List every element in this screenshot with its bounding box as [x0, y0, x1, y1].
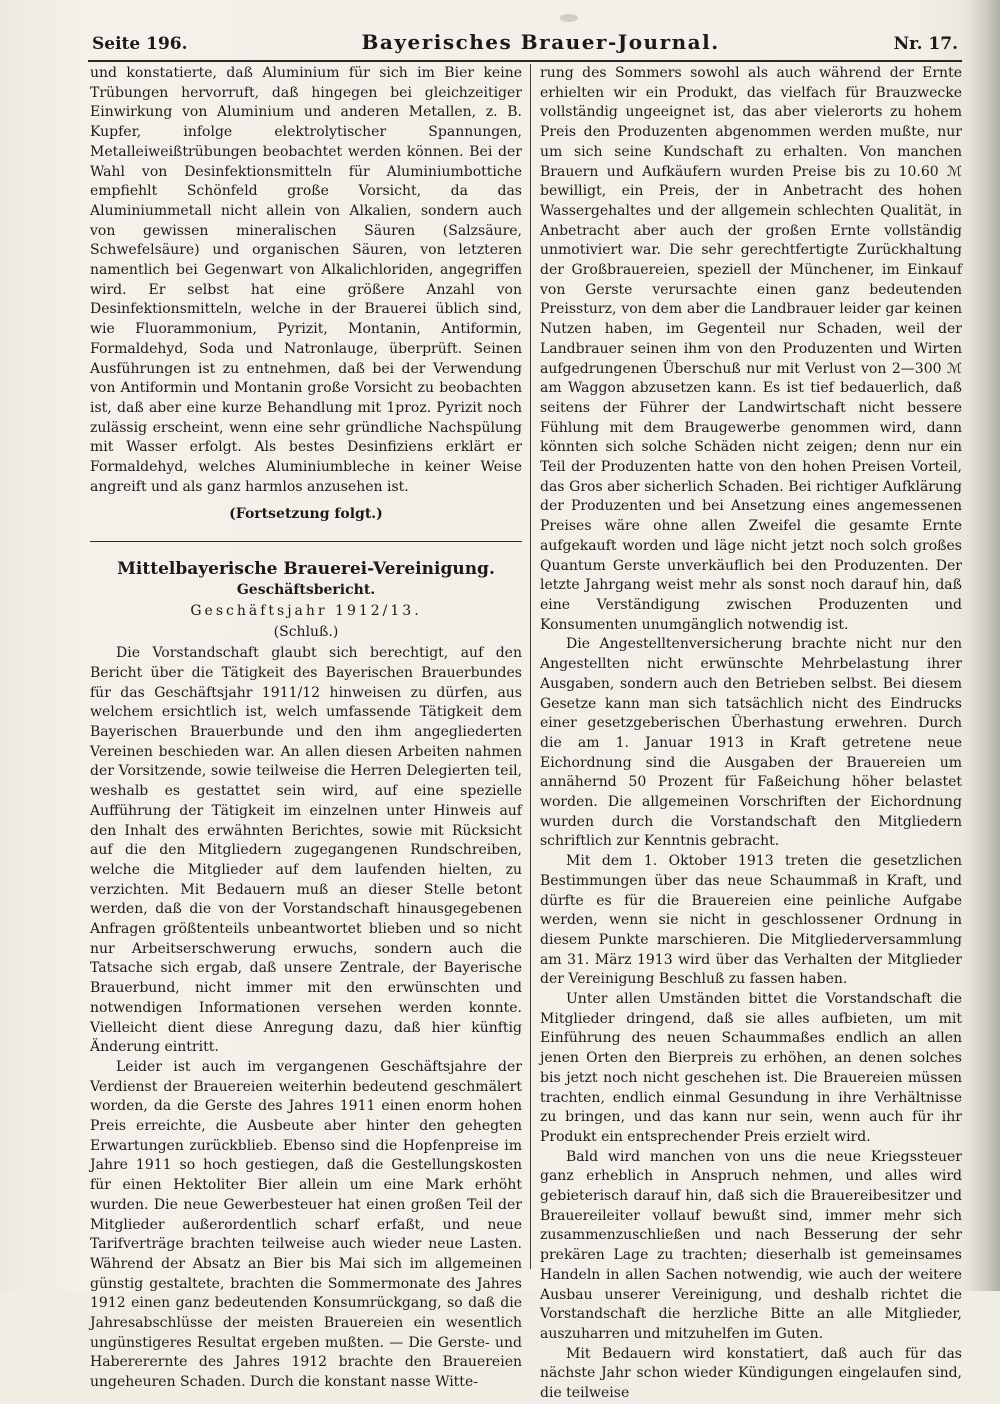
body-paragraph: Mit Bedauern wird konstatiert, daß auch für das nächste Jahr schon wieder Kündigungen eingelaufen sind, die teilweise: [540, 1345, 962, 1402]
body-paragraph: Die Vorstandschaft glaubt sich berechtigt, auf den Bericht über die Tätigkeit des Bayerischen Brauerbundes für das Geschäftsjahr 1911/12 hinweisen zu dürfen, aus welchem ersichtlich ist, welch umfassende Tätigkeit dem Bayerischen Brauerbunde und den ihm angegliederten Vereinen beschieden war. An allen diesen Arbeiten nahmen der Vorsitzende, sowie teilweise die Herren Delegierten teil, weshalb es gestattet sein wird, auf eine spezielle Aufführung der Tätigkeit im einzelnen unter Hinweis auf den Inhalt des erwähnten Berichtes, sowie mit Rücksicht auf die den Mitgliedern zugegangenen Rundschreiben, welche die Mitglieder auf dem laufenden hielten, zu verzichten. Mit Bedauern muß an dieser Stelle betont werden, daß die von der Vorstandschaft hinausgegebenen Anfragen größtenteils unbeantwortet blieben und so nicht nur Arbeitserschwerung erwuchs, sondern auch die Tatsache sich ergab, daß unsere Zentrale, der Bayerische Brauerbund, nicht immer mit den erwünschten und notwendigen Informationen versehen werden konnte. Vielleicht dient diese Anregung dazu, daß hier künftig Änderung eintritt.: [90, 645, 522, 1056]
body-paragraph: Bald wird manchen von uns die neue Kriegssteuer ganz erheblich in Anspruch nehmen, und alles wird gebieterisch darauf hin, daß sich die Brauereibesitzer und Brauereileiter vollauf bewußt sind, immer mehr sich zusammenzuschließen und nach Besserung der sehr prekären Lage zu trachten; dieserhalb ist gemeinsames Handeln in allen Sachen notwendig, wie auch der weitere Ausbau unserer Vereinigung, und deshalb richtet die Vorstandschaft die herzliche Bitte an alle Mitglieder, auszuharren und mitzuhelfen im Guten.: [540, 1148, 962, 1342]
section-separator: [90, 541, 522, 542]
page-header: [92, 30, 958, 60]
column-divider: [530, 64, 531, 1269]
page-number: Seite 196.: [92, 34, 188, 54]
header-rule: [88, 60, 962, 62]
body-paragraph: und konstatierte, daß Aluminium für sich im Bier keine Trübungen hervorruft, daß hingegen bei gleichzeitiger Einwirkung von Aluminium und anderen Metallen, z. B. Kupfer, infolge elektrolytischer Spannungen, Metalleiweißtrübungen beobachtet werden können. Bei der Wahl von Desinfektionsmitteln für Aluminiumbottiche empfiehlt Schönfeld große Vorsicht, da das Aluminiummetall nicht allein von Alkalien, sondern auch von gewissen mineralischen Säuren (Salzsäure, Schwefelsäure) und organischen Säuren, von letzteren namentlich bei Gegenwart von Alkalichloriden, angegriffen wird. Er selbst hat eine größere Anzahl von Desinfektionsmitteln, welche in der Brauerei üblich sind, wie Fluorammonium, Pyrizit, Montanin, Antiformin, Formaldehyd, Soda und Natronlauge, überprüft. Seinen Ausführungen ist zu entnehmen, daß bei der Verwendung von Antiformin und Montanin große Vorsicht zu beobachten ist, daß aber eine kurze Behandlung mit 1proz. Pyrizit noch zulässig erscheint, wenn eine sehr gründliche Nachspülung mit Wasser erfolgt. Als bestes Desinfiziens erklärt er Formaldehyd, welches Aluminiumbleche in keiner Weise angreift und als ganz harmlos anzusehen ist.: [90, 65, 522, 495]
body-paragraph: rung des Sommers sowohl als auch während der Ernte erhielten wir ein Produkt, das vielfach für Brauzwecke vollständig ungeeignet ist, das aber vielerorts zu hohem Preis den Produzenten abgenommen werden mußte, nur um sich seine Kundschaft zu erhalten. Von manchen Brauern und Aufkäufern wurden Preise bis zu 10.60 ℳ bewilligt, ein Preis, der in Anbetracht des hohen Wassergehaltes und der allgemein schlechten Qualität, in Anbetracht aber auch der großen Ernte vollständig unmotiviert war. Die sehr gerechtfertigte Zurückhaltung der Großbrauereien, speziell der Münchener, im Einkauf von Gerste verursachte einen ganz bedeutenden Preissturz, von dem aber die Landbrauer leider gar keinen Nutzen haben, im Gegenteil nur Schaden, weil der Landbrauer seinen ihm von den Produzenten und Wirten aufgedrungenen Überschuß nur mit Verlust von 2—300 ℳ am Waggon abzusetzen kann. Es ist tief bedauerlich, daß seitens der Führer der Landwirtschaft nicht bessere Fühlung mit dem Braugewerbe genommen wird, dann könnten sich solche Schäden nicht zeigen; denn nur ein Teil der Produzenten hatte von den hohen Preisen Vorteil, das Gros aber sicherlich Schaden. Bei richtiger Aufklärung der Produzenten und bei Ansetzung eines angemessenen Preises wäre ohne allen Zweifel die gesamte Ernte aufgekauft worden und läge nicht jetzt noch solch großes Quantum Gerste unverkäuflich bei den Produzenten. Der letzte Jahrgang weist mehr als sonst noch darauf hin, daß eine Verständigung zwischen Produzenten und Konsumenten unumgänglich notwendig ist.: [540, 65, 962, 633]
paper-stain: [560, 14, 578, 22]
section-conclusion-note: (Schluß.): [273, 624, 339, 641]
body-paragraph: Mit dem 1. Oktober 1913 treten die gesetzlichen Bestimmungen über das neue Schaummaß in Kraft, und dürfte es für die Brauereien eine peinliche Aufgabe werden, wenn sie nicht in geschlossener Ordnung in diesem Punkte marschieren. Die Mitgliederversammlung am 31. März 1913 wird über das Verhalten der Mitglieder der Vereinigung Beschluß zu fassen haben.: [540, 853, 962, 988]
continuation-note: (Fortsetzung folgt.): [229, 506, 383, 523]
right-column: [540, 64, 962, 1402]
section-title: Mittelbayerische Brauerei-Vereinigung.: [117, 559, 495, 580]
section-subtitle: Geschäftsbericht.: [236, 582, 376, 599]
journal-title: Bayerisches Brauer-Journal.: [361, 30, 720, 54]
body-paragraph: Die Angestelltenversicherung brachte nicht nur den Angestellten nicht erwünschte Mehrbelastung ihrer Ausgaben, sondern auch den Betrieben selbst. Bei diesem Gesetze kann man sich tatsächlich nicht des Eindrucks einer gesetzgeberischen Überhastung erwehren. Durch die am 1. Januar 1913 in Kraft getretene neue Eichordnung sind die Ausgaben der Brauereien um annähernd 50 Prozent für Faßeichung höher belastet worden. Die allgemeinen Vorschriften der Eichordnung wurden durch die Vorstandschaft den Mitgliedern schriftlich zur Kenntnis gebracht.: [540, 636, 962, 850]
issue-number: Nr. 17.: [893, 34, 958, 54]
page-edge-shadow: [966, 0, 1000, 1291]
body-paragraph: Leider ist auch im vergangenen Geschäftsjahre der Verdienst der Brauereien weiterhin bedeutend geschmälert worden, da die Gerste des Jahres 1911 einen enorm hohen Preis erreichte, die Ausbeute aber hinter den gehegten Erwartungen zurückblieb. Ebenso sind die Hopfenpreise im Jahre 1911 so hoch gestiegen, daß die Gestellungskosten für einen Hektoliter Bier allein um eine Mark erhöht wurden. Die neue Gewerbesteuer hat einen großen Teil der Mitglieder außerordentlich scharf erfaßt, und neue Tarifverträge brachten teilweise auch wieder neue Lasten. Während der Absatz an Bier bis Mai sich im allgemeinen günstig gestaltete, brachten die Sommermonate des Jahres 1912 einen ganz bedeutenden Konsumrückgang, so daß die Jahresabschlüsse der meisten Brauereien ein wesentlich ungünstigeres Resultat ergeben mußten. — Die Gerste- und Habererernte des Jahres 1912 brachte den Brauereien ungeheuren Schaden. Durch die konstant nasse Witte-: [90, 1058, 522, 1391]
left-column: [90, 64, 522, 1391]
section-year-line: Geschäftsjahr 1912/13.: [190, 603, 422, 620]
body-paragraph: Unter allen Umständen bittet die Vorstandschaft die Mitglieder dringend, daß sie alles aufbieten, um mit Einführung des neuen Schaummaßes endlich an allen jenen Orten den Bierpreis zu erhöhen, an denen solches bis jetzt noch nicht geschehen ist. Die Brauereien müssen trachten, endlich einmal Gesundung in ihre Verhältnisse zu bringen, und das kann nur sein, wenn auch für ihr Produkt ein entsprechender Preis erzielt wird.: [540, 991, 962, 1145]
